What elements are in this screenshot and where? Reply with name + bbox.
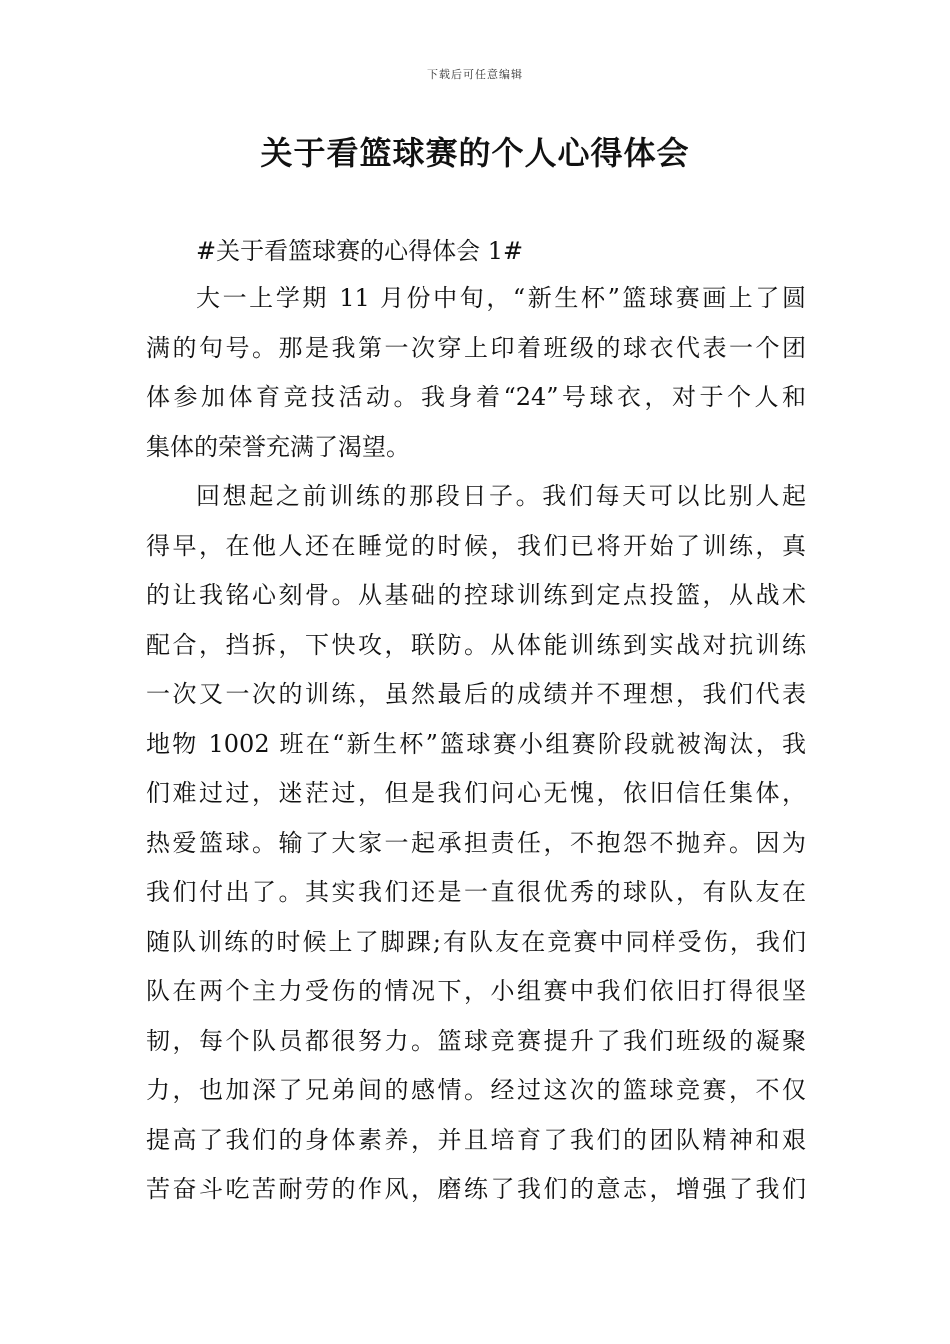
paragraph-line: 苦奋斗吃苦耐劳的作风，磨练了我们的意志，增强了我们 <box>146 1175 806 1203</box>
paragraph-line: 集体的荣誉充满了渴望。 <box>146 432 410 461</box>
paragraph-line: 热爱篮球。输了大家一起承担责任，不抱怨不抛弃。因为 <box>146 828 806 857</box>
paragraph-line: 们难过过，迷茫过，但是我们问心无愧，依旧信任集体， <box>146 779 806 807</box>
paragraph-line: 满的句号。那是我第一次穿上印着班级的球衣代表一个团 <box>146 333 806 362</box>
paragraph-2 <box>146 472 806 1215</box>
paragraph-line: 配合，挡拆，下快攻，联防。从体能训练到实战对抗训练 <box>146 630 806 659</box>
header-note: 下载后可任意编辑 <box>427 68 523 81</box>
document-title: 关于看篮球赛的个人心得体会 <box>260 134 690 172</box>
paragraph-line: 韧，每个队员都很努力。篮球竞赛提升了我们班级的凝聚 <box>146 1026 806 1055</box>
paragraph-line: 体参加体育竞技活动。我身着“24”号球衣，对于个人和 <box>146 383 806 411</box>
paragraph-line: 力，也加深了兄弟间的感情。经过这次的篮球竞赛，不仅 <box>146 1076 806 1104</box>
paragraph-line: 随队训练的时候上了脚踝;有队友在竞赛中同样受伤，我们 <box>146 927 806 956</box>
paragraph-line: 一次又一次的训练，虽然最后的成绩并不理想，我们代表 <box>146 680 806 708</box>
paragraph-line: 的让我铭心刻骨。从基础的控球训练到定点投篮，从战术 <box>146 581 806 609</box>
document-body <box>146 228 806 1215</box>
paragraph-line: 大一上学期 11 月份中旬，“新生杯”篮球赛画上了圆 <box>196 284 806 312</box>
paragraph-line: 得早，在他人还在睡觉的时候，我们已将开始了训练，真 <box>146 531 806 560</box>
paragraph-line: 队在两个主力受伤的情况下，小组赛中我们依旧打得很坚 <box>146 977 806 1005</box>
paragraph-line: 我们付出了。其实我们还是一直很优秀的球队，有队友在 <box>146 878 806 906</box>
paragraph-1 <box>146 274 806 472</box>
paragraph-line: 回想起之前训练的那段日子。我们每天可以比别人起 <box>196 482 806 510</box>
paragraph-line: 提高了我们的身体素养，并且培育了我们的团队精神和艰 <box>146 1125 806 1154</box>
section-heading: #关于看篮球赛的心得体会 1# <box>196 237 524 265</box>
paragraph-line: 地物 1002 班在“新生杯”篮球赛小组赛阶段就被淘汰，我 <box>146 729 806 758</box>
